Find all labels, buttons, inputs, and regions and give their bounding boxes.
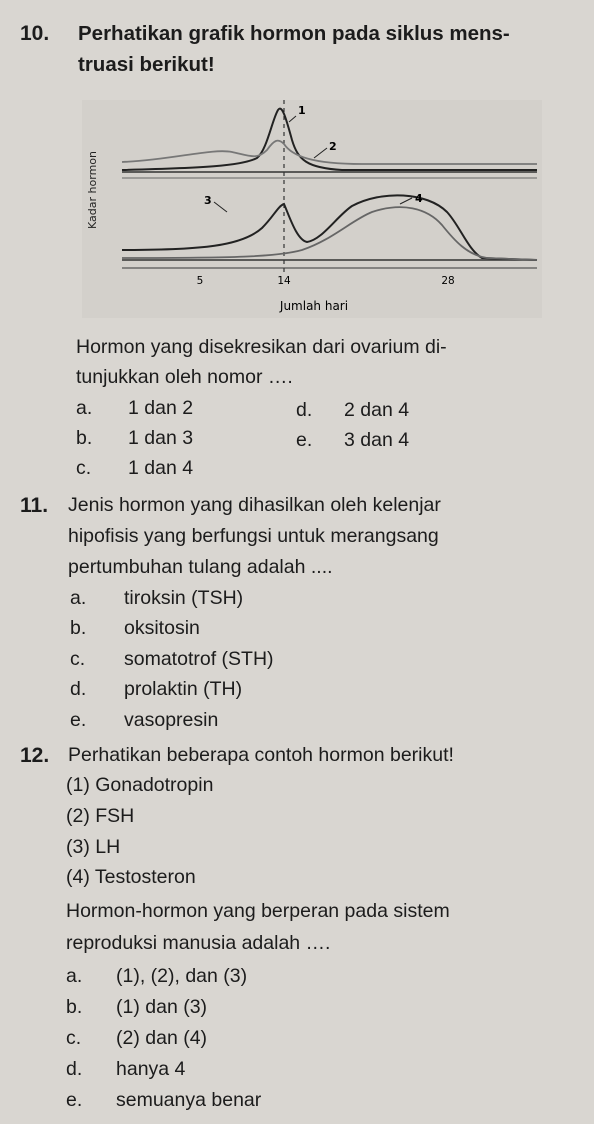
- q10-option-e-letter: e.: [296, 429, 313, 451]
- q11-option-d-letter: d.: [70, 678, 87, 700]
- question-10-stem-line-1: Perhatikan grafik hormon pada siklus mens-: [78, 22, 510, 45]
- q12-option-a-letter: a.: [66, 965, 83, 987]
- q10-option-b-letter: b.: [76, 427, 93, 449]
- q10-option-d[interactable]: 2 dan 4: [344, 399, 410, 421]
- chart-ylabel: Kadar hormon: [86, 151, 99, 229]
- q12-item-2: (2) FSH: [66, 805, 135, 827]
- q11-option-c[interactable]: somatotrof (STH): [124, 648, 274, 670]
- chart-xlabel: Jumlah hari: [279, 299, 349, 313]
- q12-option-e-letter: e.: [66, 1089, 83, 1111]
- curve-label-3: 3: [204, 194, 212, 207]
- question-10-prompt-line-1: Hormon yang disekresikan dari ovarium di-: [76, 336, 447, 358]
- q12-option-b-letter: b.: [66, 996, 83, 1018]
- q12-option-e[interactable]: semuanya benar: [116, 1089, 262, 1111]
- q12-item-3: (3) LH: [66, 836, 121, 858]
- q11-option-d[interactable]: prolaktin (TH): [124, 678, 243, 700]
- q11-option-e-letter: e.: [70, 709, 87, 731]
- q10-option-c[interactable]: 1 dan 4: [128, 457, 194, 479]
- q12-item-4: (4) Testosteron: [66, 866, 196, 888]
- question-12-number: 12.: [20, 744, 50, 767]
- question-10-number: 10.: [20, 22, 50, 45]
- question-10-prompt-line-2: tunjukkan oleh nomor ….: [76, 366, 293, 388]
- q12-option-c-letter: c.: [66, 1027, 82, 1049]
- q10-option-d-letter: d.: [296, 399, 313, 421]
- q10-option-a-letter: a.: [76, 397, 93, 419]
- question-12-stem-line-1: Perhatikan beberapa contoh hormon berikut!: [68, 744, 454, 766]
- q11-option-a[interactable]: tiroksin (TSH): [124, 587, 244, 609]
- q12-option-d-letter: d.: [66, 1058, 83, 1080]
- q11-option-e[interactable]: vasopresin: [124, 709, 219, 731]
- q12-option-a[interactable]: (1), (2), dan (3): [116, 965, 248, 987]
- q11-option-c-letter: c.: [70, 648, 86, 670]
- question-12-prompt-line-1: Hormon-hormon yang berperan pada sistem: [66, 900, 450, 922]
- question-11-stem-line-3: pertumbuhan tulang adalah ....: [68, 556, 333, 578]
- x-tick-14: 14: [277, 275, 291, 287]
- q12-option-b[interactable]: (1) dan (3): [116, 996, 208, 1018]
- hormone-chart: [82, 100, 542, 318]
- q12-option-d[interactable]: hanya 4: [116, 1058, 186, 1080]
- curve-label-2: 2: [329, 140, 337, 153]
- question-10-stem-line-2: truasi berikut!: [78, 53, 215, 76]
- curve-label-1: 1: [298, 104, 306, 117]
- q10-option-e[interactable]: 3 dan 4: [344, 429, 410, 451]
- question-11-stem-line-1: Jenis hormon yang dihasilkan oleh kelenjar: [68, 494, 441, 516]
- q12-option-c[interactable]: (2) dan (4): [116, 1027, 208, 1049]
- q10-option-a[interactable]: 1 dan 2: [128, 397, 194, 419]
- question-11-number: 11.: [20, 494, 49, 517]
- q10-option-b[interactable]: 1 dan 3: [128, 427, 194, 449]
- question-12-prompt-line-2: reproduksi manusia adalah ….: [66, 932, 331, 954]
- curve-label-4: 4: [415, 192, 423, 205]
- q11-option-a-letter: a.: [70, 587, 87, 609]
- q10-option-c-letter: c.: [76, 457, 92, 479]
- x-tick-5: 5: [196, 275, 204, 287]
- x-tick-28: 28: [441, 275, 455, 287]
- q12-item-1: (1) Gonadotropin: [66, 774, 214, 796]
- chart-background: [82, 100, 542, 318]
- q11-option-b[interactable]: oksitosin: [124, 617, 200, 639]
- q11-option-b-letter: b.: [70, 617, 87, 639]
- question-11-stem-line-2: hipofisis yang berfungsi untuk merangsang: [68, 525, 439, 547]
